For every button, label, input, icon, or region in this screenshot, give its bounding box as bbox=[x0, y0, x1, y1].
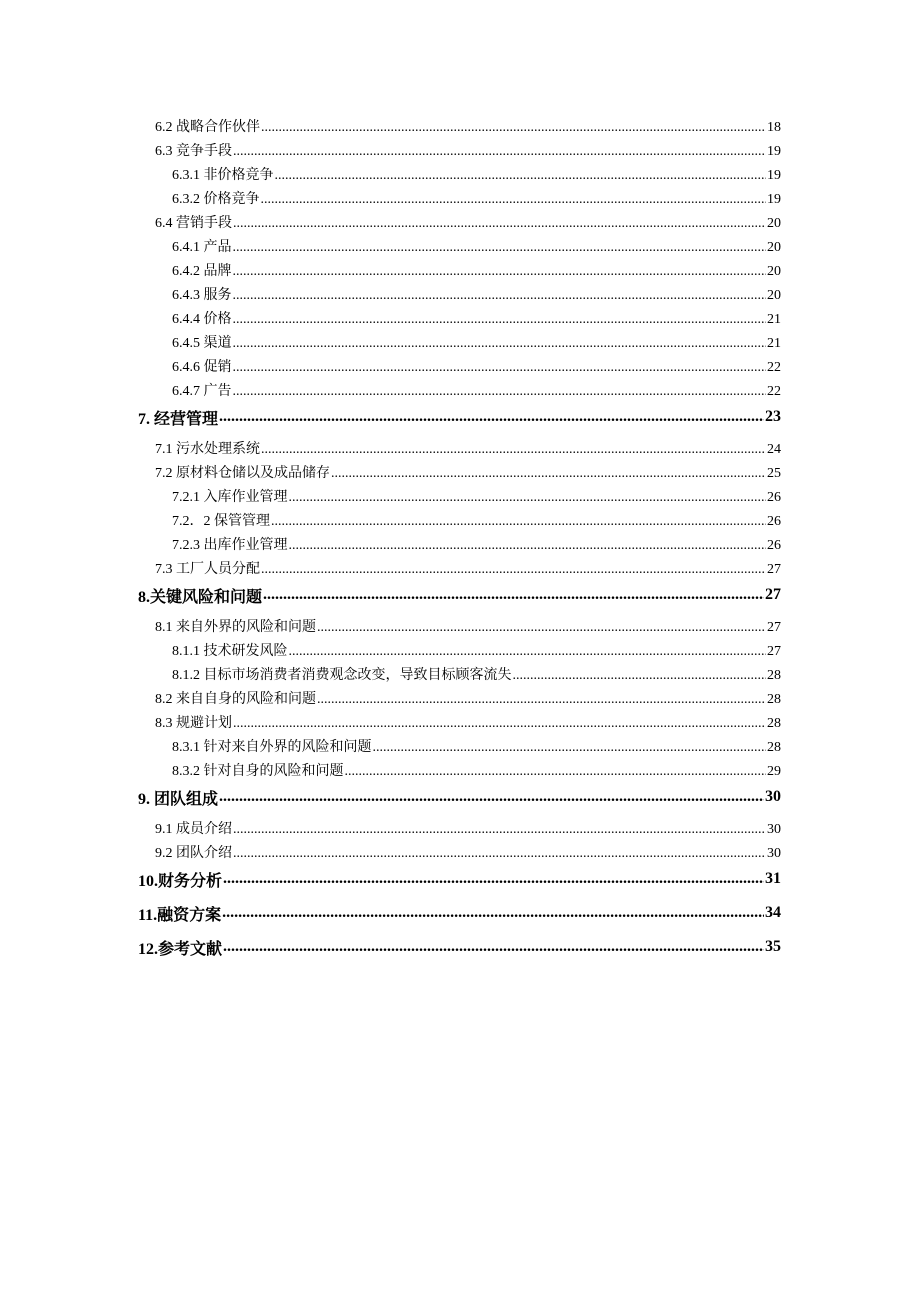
dot-leader bbox=[233, 216, 766, 232]
toc-entry-level-1[interactable] bbox=[138, 930, 781, 964]
dot-leader bbox=[233, 716, 766, 732]
toc-entry-page: 21 bbox=[767, 336, 781, 351]
toc-entry-title: 7.1 污水处理系统 bbox=[155, 442, 260, 457]
dot-leader bbox=[219, 788, 764, 806]
toc-entry-title: 8.关键风险和问题 bbox=[138, 588, 263, 606]
toc-entry-page: 19 bbox=[767, 168, 781, 183]
toc-entry-level-2[interactable] bbox=[138, 112, 781, 136]
toc-entry-title: 6.4.5 渠道 bbox=[172, 336, 232, 351]
toc-entry-title: 6.4.3 服务 bbox=[172, 288, 232, 303]
dot-leader bbox=[233, 384, 767, 400]
toc-entry-title: 9.2 团队介绍 bbox=[155, 846, 232, 861]
toc-entry-page: 30 bbox=[767, 846, 781, 861]
toc-entry-level-3[interactable] bbox=[138, 506, 781, 530]
toc-entry-title: 9. 团队组成 bbox=[138, 790, 219, 808]
toc-entry-page: 28 bbox=[767, 692, 781, 707]
toc-entry-title: 9.1 成员介绍 bbox=[155, 822, 232, 837]
toc-entry-page: 30 bbox=[767, 822, 781, 837]
dot-leader bbox=[233, 822, 766, 838]
toc-entry-title: 7.2．2 保管管理 bbox=[172, 514, 270, 529]
toc-entry-title: 6.4.6 促销 bbox=[172, 360, 232, 375]
toc-entry-page: 28 bbox=[767, 668, 781, 683]
toc-entry-title: 10.财务分析 bbox=[138, 872, 223, 890]
toc-entry-title: 6.3 竞争手段 bbox=[155, 144, 232, 159]
dot-leader bbox=[317, 620, 766, 636]
dot-leader bbox=[263, 586, 764, 604]
toc-entry-title: 6.4.2 品牌 bbox=[172, 264, 232, 279]
toc-entry-level-3[interactable] bbox=[138, 160, 781, 184]
toc-entry-page: 26 bbox=[767, 490, 781, 505]
toc-entry-title: 8.3.1 针对来自外界的风险和问题 bbox=[172, 740, 372, 755]
toc-entry-title: 8.1 来自外界的风险和问题 bbox=[155, 620, 316, 635]
toc-entry-title: 7. 经营管理 bbox=[138, 410, 219, 428]
toc-entry-title: 6.3.1 非价格竞争 bbox=[172, 168, 274, 183]
dot-leader bbox=[233, 336, 767, 352]
toc-entry-level-2[interactable] bbox=[138, 458, 781, 482]
toc-entry-title: 6.2 战略合作伙伴 bbox=[155, 120, 260, 135]
toc-entry-level-2[interactable] bbox=[138, 708, 781, 732]
dot-leader bbox=[261, 442, 766, 458]
toc-entry-page: 28 bbox=[767, 716, 781, 731]
toc-entry-page: 20 bbox=[767, 216, 781, 231]
dot-leader bbox=[289, 490, 767, 506]
dot-leader bbox=[261, 120, 766, 136]
toc-entry-page: 30 bbox=[765, 788, 781, 805]
table-of-contents bbox=[138, 112, 781, 964]
dot-leader bbox=[233, 846, 766, 862]
toc-entry-page: 31 bbox=[765, 870, 781, 887]
toc-entry-level-2[interactable] bbox=[138, 838, 781, 862]
toc-entry-level-2[interactable] bbox=[138, 136, 781, 160]
toc-entry-title: 6.4.1 产品 bbox=[172, 240, 232, 255]
toc-entry-page: 35 bbox=[765, 938, 781, 955]
dot-leader bbox=[373, 740, 767, 756]
dot-leader bbox=[261, 562, 766, 578]
toc-entry-level-3[interactable] bbox=[138, 636, 781, 660]
dot-leader bbox=[222, 904, 764, 922]
toc-entry-level-3[interactable] bbox=[138, 352, 781, 376]
toc-entry-level-2[interactable] bbox=[138, 208, 781, 232]
toc-entry-title: 7.3 工厂人员分配 bbox=[155, 562, 260, 577]
toc-entry-page: 27 bbox=[767, 562, 781, 577]
toc-entry-level-2[interactable] bbox=[138, 554, 781, 578]
toc-entry-level-2[interactable] bbox=[138, 434, 781, 458]
toc-entry-level-3[interactable] bbox=[138, 232, 781, 256]
toc-entry-level-3[interactable] bbox=[138, 660, 781, 684]
dot-leader bbox=[233, 312, 767, 328]
toc-entry-title: 8.1.1 技术研发风险 bbox=[172, 644, 288, 659]
dot-leader bbox=[233, 360, 767, 376]
toc-entry-page: 27 bbox=[767, 620, 781, 635]
toc-entry-page: 25 bbox=[767, 466, 781, 481]
toc-entry-page: 28 bbox=[767, 740, 781, 755]
toc-entry-level-3[interactable] bbox=[138, 482, 781, 506]
toc-entry-level-3[interactable] bbox=[138, 328, 781, 352]
toc-entry-title: 8.1.2 目标市场消费者消费观念改变，导致目标顾客流失 bbox=[172, 668, 512, 683]
dot-leader bbox=[233, 288, 767, 304]
toc-entry-level-1[interactable] bbox=[138, 578, 781, 612]
toc-entry-title: 6.4 营销手段 bbox=[155, 216, 232, 231]
toc-entry-page: 26 bbox=[767, 538, 781, 553]
toc-entry-title: 7.2.1 入库作业管理 bbox=[172, 490, 288, 505]
dot-leader bbox=[289, 538, 767, 554]
toc-entry-page: 34 bbox=[765, 904, 781, 921]
dot-leader bbox=[261, 192, 767, 208]
toc-entry-level-1[interactable] bbox=[138, 862, 781, 896]
dot-leader bbox=[223, 938, 764, 956]
toc-entry-page: 20 bbox=[767, 264, 781, 279]
toc-entry-title: 8.2 来自自身的风险和问题 bbox=[155, 692, 316, 707]
toc-entry-level-3[interactable] bbox=[138, 304, 781, 328]
toc-entry-page: 24 bbox=[767, 442, 781, 457]
dot-leader bbox=[223, 870, 764, 888]
toc-entry-page: 22 bbox=[767, 384, 781, 399]
toc-entry-level-3[interactable] bbox=[138, 376, 781, 400]
toc-entry-level-1[interactable] bbox=[138, 896, 781, 930]
dot-leader bbox=[219, 408, 764, 426]
toc-entry-title: 11.融资方案 bbox=[138, 906, 222, 924]
toc-entry-page: 23 bbox=[765, 408, 781, 425]
dot-leader bbox=[233, 240, 767, 256]
toc-entry-level-2[interactable] bbox=[138, 814, 781, 838]
toc-entry-page: 29 bbox=[767, 764, 781, 779]
toc-entry-level-3[interactable] bbox=[138, 732, 781, 756]
dot-leader bbox=[345, 764, 767, 780]
toc-entry-page: 20 bbox=[767, 288, 781, 303]
toc-entry-page: 26 bbox=[767, 514, 781, 529]
toc-entry-title: 12.参考文献 bbox=[138, 940, 223, 958]
dot-leader bbox=[331, 466, 766, 482]
dot-leader bbox=[271, 514, 766, 530]
toc-entry-title: 8.3 规避计划 bbox=[155, 716, 232, 731]
dot-leader bbox=[275, 168, 767, 184]
toc-entry-page: 27 bbox=[765, 586, 781, 603]
toc-entry-level-2[interactable] bbox=[138, 684, 781, 708]
toc-entry-title: 6.3.2 价格竞争 bbox=[172, 192, 260, 207]
toc-entry-page: 27 bbox=[767, 644, 781, 659]
toc-entry-level-3[interactable] bbox=[138, 280, 781, 304]
toc-entry-title: 7.2.3 出库作业管理 bbox=[172, 538, 288, 553]
toc-entry-title: 6.4.4 价格 bbox=[172, 312, 232, 327]
dot-leader bbox=[233, 264, 767, 280]
toc-entry-title: 7.2 原材料仓储以及成品储存 bbox=[155, 466, 330, 481]
toc-entry-page: 19 bbox=[767, 144, 781, 159]
toc-entry-page: 20 bbox=[767, 240, 781, 255]
dot-leader bbox=[513, 668, 767, 684]
toc-entry-level-3[interactable] bbox=[138, 256, 781, 280]
toc-entry-title: 8.3.2 针对自身的风险和问题 bbox=[172, 764, 344, 779]
dot-leader bbox=[233, 144, 766, 160]
toc-entry-level-3[interactable] bbox=[138, 756, 781, 780]
toc-entry-level-1[interactable] bbox=[138, 400, 781, 434]
toc-entry-title: 6.4.7 广告 bbox=[172, 384, 232, 399]
toc-entry-page: 22 bbox=[767, 360, 781, 375]
dot-leader bbox=[317, 692, 766, 708]
toc-entry-level-1[interactable] bbox=[138, 780, 781, 814]
toc-entry-page: 18 bbox=[767, 120, 781, 135]
dot-leader bbox=[289, 644, 767, 660]
toc-entry-page: 21 bbox=[767, 312, 781, 327]
toc-entry-page: 19 bbox=[767, 192, 781, 207]
toc-entry-level-3[interactable] bbox=[138, 184, 781, 208]
toc-entry-level-3[interactable] bbox=[138, 530, 781, 554]
toc-entry-level-2[interactable] bbox=[138, 612, 781, 636]
